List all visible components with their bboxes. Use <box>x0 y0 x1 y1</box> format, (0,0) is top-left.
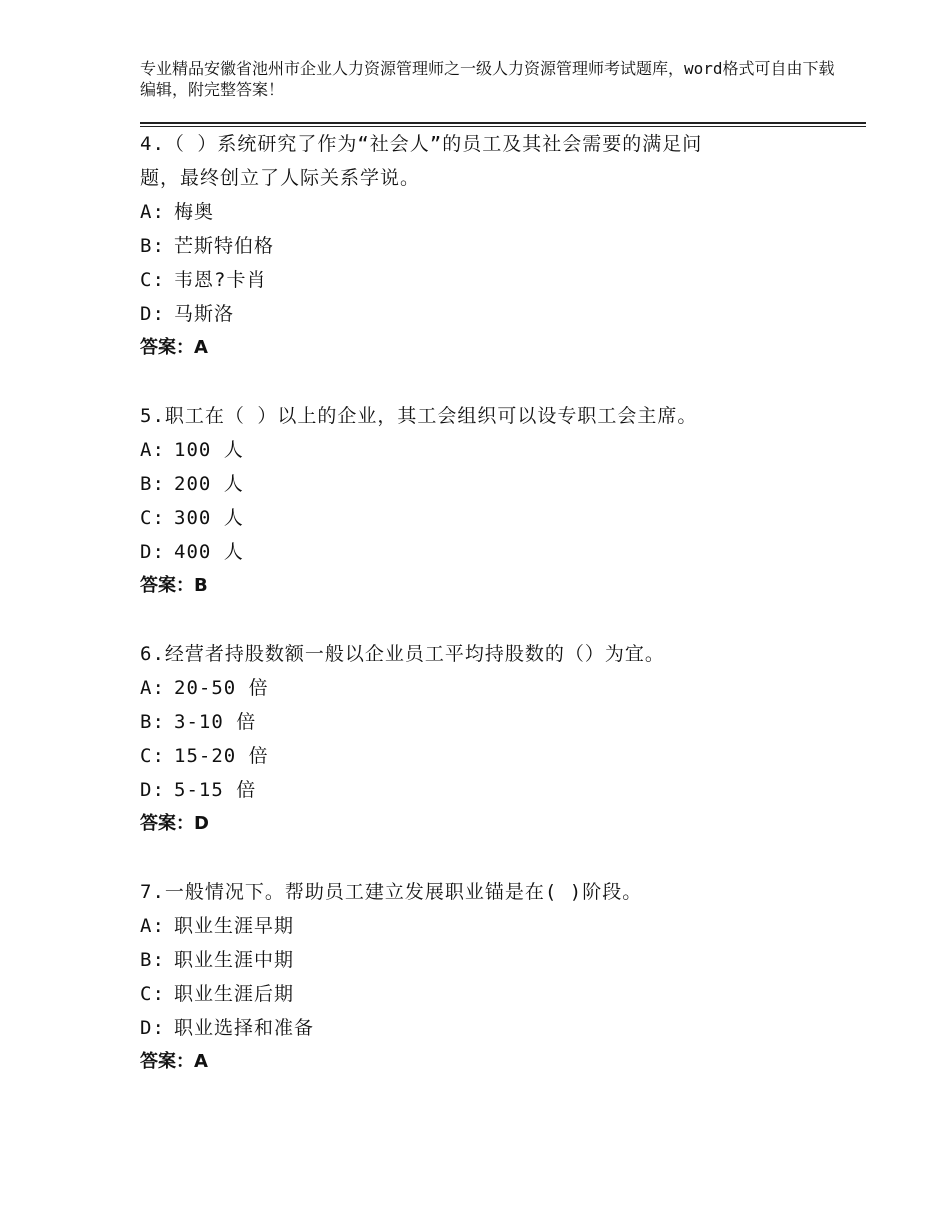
option-a <box>140 195 830 229</box>
question-item <box>140 875 830 1079</box>
header-divider <box>140 122 866 124</box>
option-b <box>140 229 830 263</box>
question-item <box>140 399 830 603</box>
answer-label: 答案：D <box>140 813 209 834</box>
option-letter: B: <box>140 949 165 971</box>
option-c <box>140 501 830 535</box>
option-letter: A: <box>140 439 165 461</box>
option-letter: D: <box>140 779 165 801</box>
option-text: 5-15 倍 <box>174 779 257 801</box>
option-text: 400 人 <box>174 541 244 563</box>
option-text: 20-50 倍 <box>174 677 269 699</box>
option-d <box>140 297 830 331</box>
answer-label: 答案：A <box>140 337 208 358</box>
answer-label: 答案：B <box>140 575 208 596</box>
option-letter: B: <box>140 235 165 257</box>
option-letter: C: <box>140 269 165 291</box>
option-text: 韦恩?卡肖 <box>174 269 267 291</box>
option-letter: D: <box>140 303 165 325</box>
option-text: 职业选择和准备 <box>174 1017 315 1039</box>
option-letter: C: <box>140 507 165 529</box>
question-spacer <box>140 841 830 875</box>
option-c <box>140 977 830 1011</box>
option-text: 马斯洛 <box>174 303 235 325</box>
option-letter: B: <box>140 473 165 495</box>
option-b <box>140 467 830 501</box>
option-text: 职业生涯中期 <box>174 949 295 971</box>
option-d <box>140 535 830 569</box>
option-letter: C: <box>140 745 165 767</box>
question-stem: 5.职工在（ ）以上的企业，其工会组织可以设专职工会主席。 <box>140 405 698 427</box>
option-c <box>140 739 830 773</box>
option-letter: D: <box>140 1017 165 1039</box>
option-text: 200 人 <box>174 473 244 495</box>
option-letter: A: <box>140 677 165 699</box>
option-text: 3-10 倍 <box>174 711 257 733</box>
question-stem-continued: 题，最终创立了人际关系学说。 <box>140 167 421 189</box>
option-text: 梅奥 <box>174 201 215 223</box>
option-b <box>140 705 830 739</box>
option-text: 芒斯特伯格 <box>174 235 275 257</box>
option-d <box>140 1011 830 1045</box>
option-letter: B: <box>140 711 165 733</box>
question-stem: 4.（ ）系统研究了作为“社会人”的员工及其社会需要的满足问 <box>140 133 703 155</box>
question-stem: 6.经营者持股数额一般以企业员工平均持股数的（）为宜。 <box>140 643 665 665</box>
option-letter: A: <box>140 915 165 937</box>
option-a <box>140 433 830 467</box>
question-spacer <box>140 603 830 637</box>
question-spacer <box>140 365 830 399</box>
option-text: 职业生涯早期 <box>174 915 295 937</box>
option-letter: C: <box>140 983 165 1005</box>
question-stem: 7.一般情况下。帮助员工建立发展职业锚是在( )阶段。 <box>140 881 643 903</box>
option-text: 100 人 <box>174 439 244 461</box>
option-letter: D: <box>140 541 165 563</box>
option-letter: A: <box>140 201 165 223</box>
option-a <box>140 909 830 943</box>
document-header: 专业精品安徽省池州市企业人力资源管理师之一级人力资源管理师考试题库，word格式可自由下载编辑，附完整答案！ <box>140 59 835 99</box>
answer-label: 答案：A <box>140 1051 208 1072</box>
option-text: 300 人 <box>174 507 244 529</box>
question-list <box>140 127 830 1079</box>
question-item <box>140 127 830 365</box>
option-c <box>140 263 830 297</box>
option-text: 职业生涯后期 <box>174 983 295 1005</box>
question-item <box>140 637 830 841</box>
option-a <box>140 671 830 705</box>
option-b <box>140 943 830 977</box>
option-d <box>140 773 830 807</box>
option-text: 15-20 倍 <box>174 745 269 767</box>
